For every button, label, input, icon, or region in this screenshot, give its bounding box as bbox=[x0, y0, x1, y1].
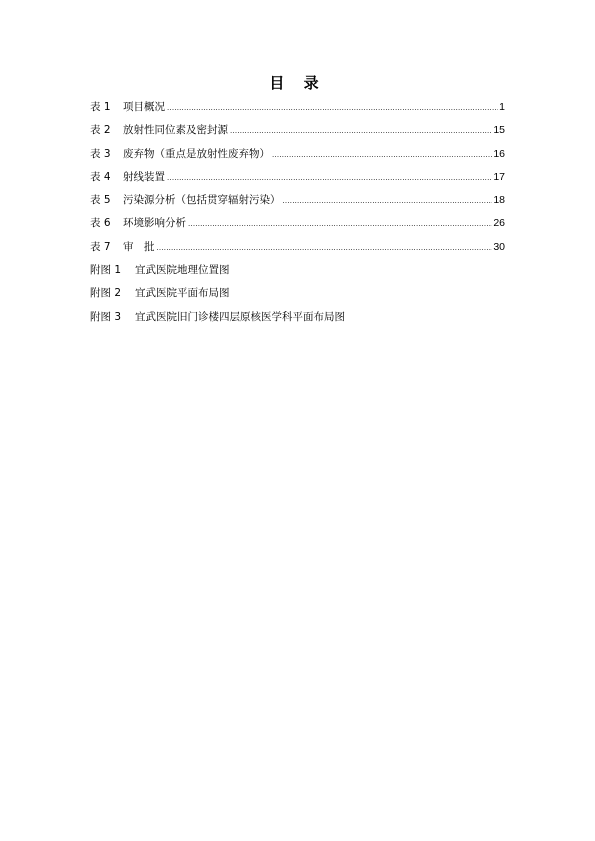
dot-leader bbox=[283, 189, 493, 212]
toc-entry-page: 16 bbox=[493, 147, 505, 160]
toc-entry[interactable] bbox=[90, 236, 505, 259]
appendix-text: 宜武医院平面布局图 bbox=[135, 287, 230, 300]
appendix-label: 附图 2 bbox=[90, 287, 122, 300]
toc-entry-page: 18 bbox=[493, 194, 505, 207]
toc-entry-text: 项目概况 bbox=[123, 101, 165, 113]
toc-entry-label: 表 3 bbox=[90, 147, 111, 160]
appendix-entry[interactable] bbox=[90, 306, 505, 329]
appendix-text: 宜武医院旧门诊楼四层原核医学科平面布局图 bbox=[135, 310, 345, 323]
toc-entry[interactable] bbox=[90, 212, 505, 235]
toc-entry-label: 表 2 bbox=[90, 124, 111, 137]
table-of-contents bbox=[90, 96, 505, 329]
appendix-entry[interactable] bbox=[90, 259, 505, 282]
toc-entry-text: 废弃物（重点是放射性废弃物） bbox=[123, 147, 270, 160]
toc-entry-page: 30 bbox=[493, 240, 505, 253]
toc-entry-label: 表 5 bbox=[90, 194, 111, 207]
dot-leader bbox=[230, 119, 492, 142]
toc-entry-page: 15 bbox=[493, 124, 505, 137]
dot-leader bbox=[167, 166, 492, 189]
toc-entry-page: 17 bbox=[493, 170, 505, 183]
toc-entry-label: 表 4 bbox=[90, 170, 111, 183]
toc-entry-label: 表 6 bbox=[90, 217, 111, 230]
dot-leader bbox=[167, 96, 498, 119]
toc-entry-text: 审 批 bbox=[123, 240, 155, 253]
toc-entry-label: 表 1 bbox=[90, 101, 111, 113]
dot-leader bbox=[188, 212, 492, 235]
appendix-entry[interactable] bbox=[90, 282, 505, 305]
toc-entry[interactable] bbox=[90, 143, 505, 166]
toc-entry-label: 表 7 bbox=[90, 240, 111, 253]
toc-entry-text: 环境影响分析 bbox=[123, 217, 186, 230]
toc-entry[interactable] bbox=[90, 166, 505, 189]
appendix-label: 附图 3 bbox=[90, 310, 122, 323]
toc-entry-text: 放射性同位素及密封源 bbox=[123, 124, 228, 137]
toc-entry[interactable] bbox=[90, 119, 505, 142]
toc-title: 目 录 bbox=[269, 74, 326, 92]
dot-leader bbox=[157, 236, 493, 259]
toc-entry-page: 26 bbox=[493, 217, 505, 230]
toc-entry[interactable] bbox=[90, 96, 505, 119]
toc-entry[interactable] bbox=[90, 189, 505, 212]
toc-entry-text: 射线装置 bbox=[123, 170, 165, 183]
dot-leader bbox=[272, 143, 492, 166]
appendix-text: 宜武医院地理位置图 bbox=[135, 264, 230, 277]
toc-entry-text: 污染源分析（包括贯穿辐射污染） bbox=[123, 194, 281, 207]
toc-entry-page: 1 bbox=[499, 101, 505, 113]
appendix-label: 附图 1 bbox=[90, 264, 122, 277]
